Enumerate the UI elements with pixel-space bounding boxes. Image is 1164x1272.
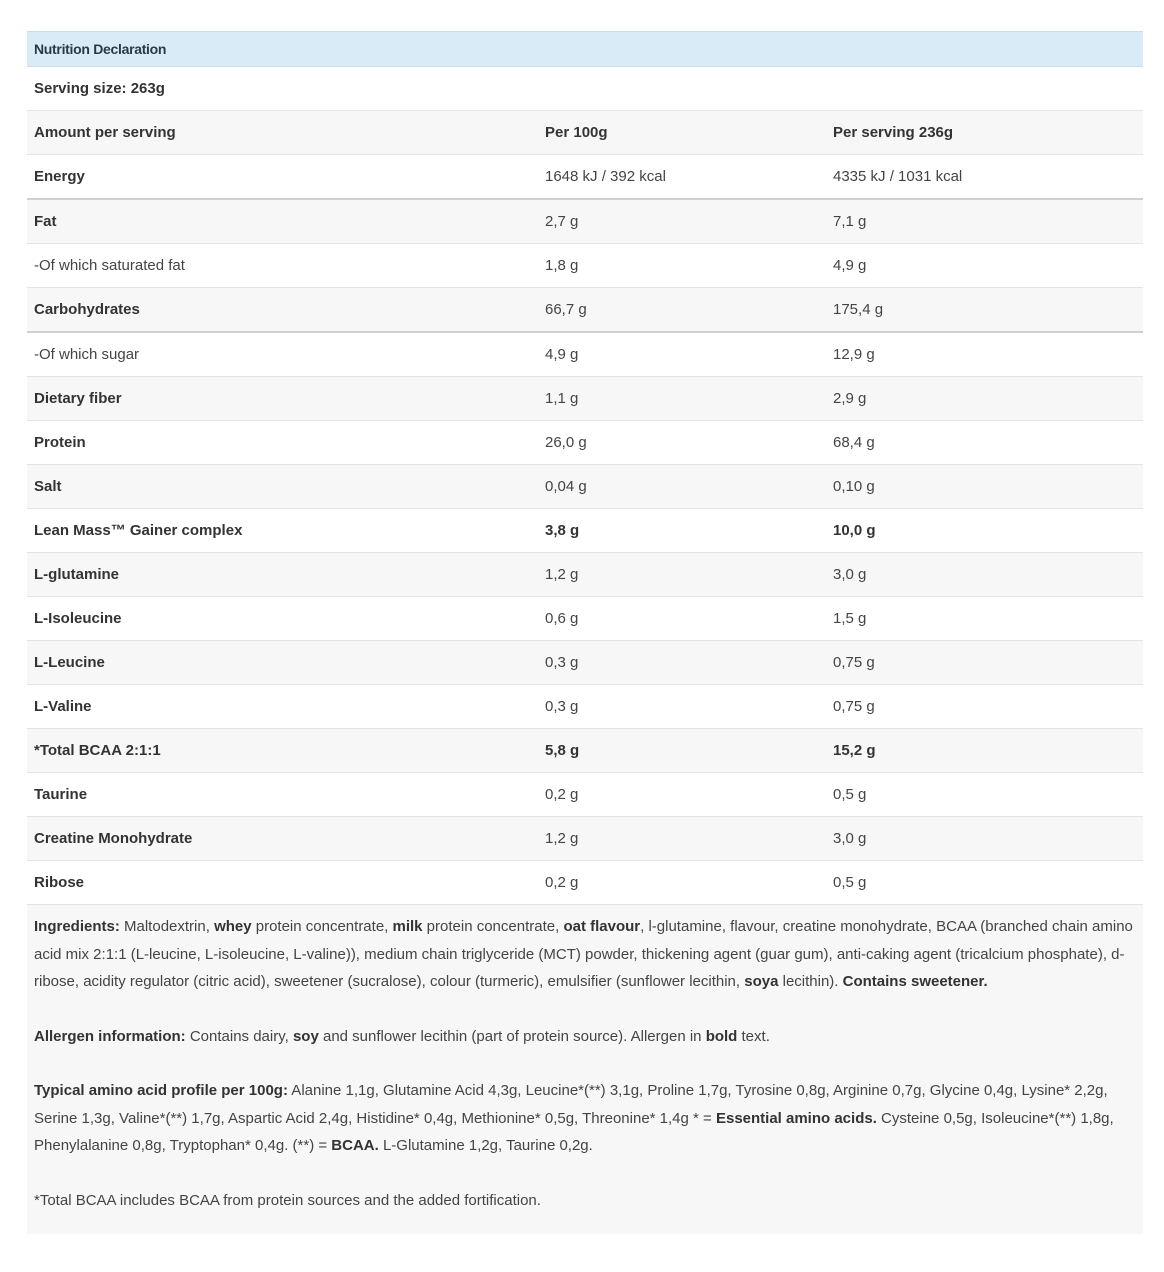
ingredients-segment: whey	[214, 918, 252, 935]
table-row	[27, 155, 1143, 200]
amino-segment: Cysteine 0,5g, Isoleucine*(**) 1,8g, Phenylalanine 0,8g, Tryptophan* 0,4g. (**) =	[34, 1109, 1114, 1154]
table-row	[27, 817, 1143, 861]
value-per-serving: 10,0 g	[826, 509, 1143, 553]
value-per-100g: 2,7 g	[538, 199, 826, 244]
nutrient-name: Lean Mass™ Gainer complex	[27, 509, 538, 553]
table-row	[27, 199, 1143, 244]
allergen-segment: soy	[292, 1027, 319, 1045]
value-per-serving: 1,5 g	[826, 597, 1143, 641]
value-per-100g: 0,2 g	[538, 861, 826, 905]
value-per-serving: 12,9 g	[826, 332, 1143, 377]
serving-size: Serving size: 263g	[27, 67, 1143, 111]
value-per-serving: 4,9 g	[826, 244, 1143, 288]
nutrient-name: Carbohydrates	[27, 288, 538, 333]
table-header-row	[27, 111, 1143, 155]
notes-section	[27, 905, 1143, 1234]
value-per-serving: 0,5 g	[826, 861, 1143, 905]
amino-segment: L-Glutamine 1,2g, Taurine 0,2g.	[378, 1137, 593, 1154]
value-per-serving: 4335 kJ / 1031 kcal	[826, 155, 1143, 200]
value-per-100g: 3,8 g	[538, 509, 826, 553]
table-row	[27, 332, 1143, 377]
column-header-amount: Amount per serving	[27, 111, 538, 155]
value-per-100g: 1,8 g	[538, 244, 826, 288]
allergen-segment: Allergen information:	[34, 1027, 186, 1045]
value-per-100g: 1,2 g	[538, 817, 826, 861]
nutrient-name: Creatine Monohydrate	[27, 817, 538, 861]
bcaa-footnote: *Total BCAA includes BCAA from protein sources and the added fortification.	[34, 1191, 541, 1209]
nutrient-name: L-glutamine	[27, 553, 538, 597]
value-per-serving: 0,5 g	[826, 773, 1143, 817]
value-per-100g: 0,04 g	[538, 465, 826, 509]
nutrient-name: -Of which sugar	[27, 332, 538, 377]
ingredients-text	[34, 913, 1133, 996]
allergen-segment: and sunflower lecithin (part of protein source). Allergen in	[318, 1027, 706, 1045]
amino-segment: Alanine 1,1g, Glutamine Acid 4,3g, Leucine*(**) 3,1g, Proline 1,7g, Tyrosine 0,8g, Arginine 0,7g, Glycine 0,4g, Lysine* 2,2g, Serine 1,3g, Valine*(**) 1,7g, Aspartic Acid 2,4g, Histidine* 0,4g, Methionine* 0,5g, Threonine* 1,4g * =	[34, 1082, 1108, 1127]
table-row	[27, 509, 1143, 553]
ingredients-segment: oat flavour	[563, 918, 641, 935]
value-per-100g: 26,0 g	[538, 421, 826, 465]
allergen-segment: bold	[705, 1027, 738, 1045]
ingredients-segment: Maltodextrin,	[119, 918, 215, 935]
nutrition-table	[27, 111, 1143, 905]
value-per-100g: 66,7 g	[538, 288, 826, 333]
ingredients-segment: soya	[744, 973, 779, 990]
table-row	[27, 597, 1143, 641]
nutrient-name: Dietary fiber	[27, 377, 538, 421]
value-per-100g: 4,9 g	[538, 332, 826, 377]
value-per-100g: 0,3 g	[538, 685, 826, 729]
nutrient-name: Fat	[27, 199, 538, 244]
value-per-serving: 3,0 g	[826, 817, 1143, 861]
value-per-serving: 0,75 g	[826, 641, 1143, 685]
table-row	[27, 465, 1143, 509]
panel-title: Nutrition Declaration	[27, 31, 1143, 67]
nutrient-name: *Total BCAA 2:1:1	[27, 729, 538, 773]
value-per-100g: 5,8 g	[538, 729, 826, 773]
value-per-serving: 2,9 g	[826, 377, 1143, 421]
nutrient-name: L-Isoleucine	[27, 597, 538, 641]
ingredients-segment: lecithin).	[778, 973, 843, 990]
ingredients-segment: Contains sweetener.	[842, 973, 988, 990]
nutrient-name: L-Leucine	[27, 641, 538, 685]
nutrition-panel	[27, 31, 1143, 1234]
allergen-segment: Contains dairy,	[185, 1027, 293, 1045]
table-row	[27, 553, 1143, 597]
value-per-serving: 68,4 g	[826, 421, 1143, 465]
nutrient-name: Protein	[27, 421, 538, 465]
ingredients-segment: milk	[392, 918, 423, 935]
allergen-text	[34, 1023, 1133, 1051]
table-row	[27, 244, 1143, 288]
value-per-100g: 1,1 g	[538, 377, 826, 421]
table-row	[27, 773, 1143, 817]
allergen-segment: text.	[737, 1027, 770, 1045]
value-per-100g: 0,6 g	[538, 597, 826, 641]
amino-segment: Typical amino acid profile per 100g:	[34, 1082, 288, 1099]
ingredients-segment: protein concentrate,	[422, 918, 564, 935]
nutrient-name: Ribose	[27, 861, 538, 905]
ingredients-segment: Ingredients:	[34, 918, 120, 935]
table-row	[27, 377, 1143, 421]
value-per-serving: 15,2 g	[826, 729, 1143, 773]
table-row	[27, 421, 1143, 465]
value-per-serving: 0,75 g	[826, 685, 1143, 729]
table-row	[27, 861, 1143, 905]
ingredients-segment: protein concentrate,	[251, 918, 393, 935]
value-per-serving: 0,10 g	[826, 465, 1143, 509]
column-header-per-100g: Per 100g	[538, 111, 826, 155]
table-row	[27, 729, 1143, 773]
column-header-per-serving: Per serving 236g	[826, 111, 1143, 155]
table-row	[27, 641, 1143, 685]
value-per-100g: 0,3 g	[538, 641, 826, 685]
value-per-100g: 1,2 g	[538, 553, 826, 597]
amino-segment: Essential amino acids.	[715, 1109, 877, 1127]
nutrient-name: Energy	[27, 155, 538, 200]
nutrient-name: Taurine	[27, 773, 538, 817]
amino-segment: BCAA.	[331, 1137, 379, 1154]
value-per-serving: 7,1 g	[826, 199, 1143, 244]
value-per-100g: 0,2 g	[538, 773, 826, 817]
nutrient-name: -Of which saturated fat	[27, 244, 538, 288]
table-row	[27, 288, 1143, 333]
amino-profile-text	[34, 1077, 1133, 1160]
value-per-serving: 175,4 g	[826, 288, 1143, 333]
table-row	[27, 685, 1143, 729]
value-per-serving: 3,0 g	[826, 553, 1143, 597]
nutrient-name: Salt	[27, 465, 538, 509]
value-per-100g: 1648 kJ / 392 kcal	[538, 155, 826, 200]
nutrient-name: L-Valine	[27, 685, 538, 729]
ingredients-segment: , l-glutamine, flavour, creatine monohydrate, BCAA (branched chain amino acid mix 2:1:1 (L-leucine, L-isoleucine, L-valine)), medium chain triglyceride (MCT) powder, thickening agent (guar gum), anti-caking agent (tricalcium phosphate), d-ribose, acidity regulator (citric acid), sweetener (sucralose), colour (turmeric), emulsifier (sunflower lecithin,	[34, 918, 1133, 990]
